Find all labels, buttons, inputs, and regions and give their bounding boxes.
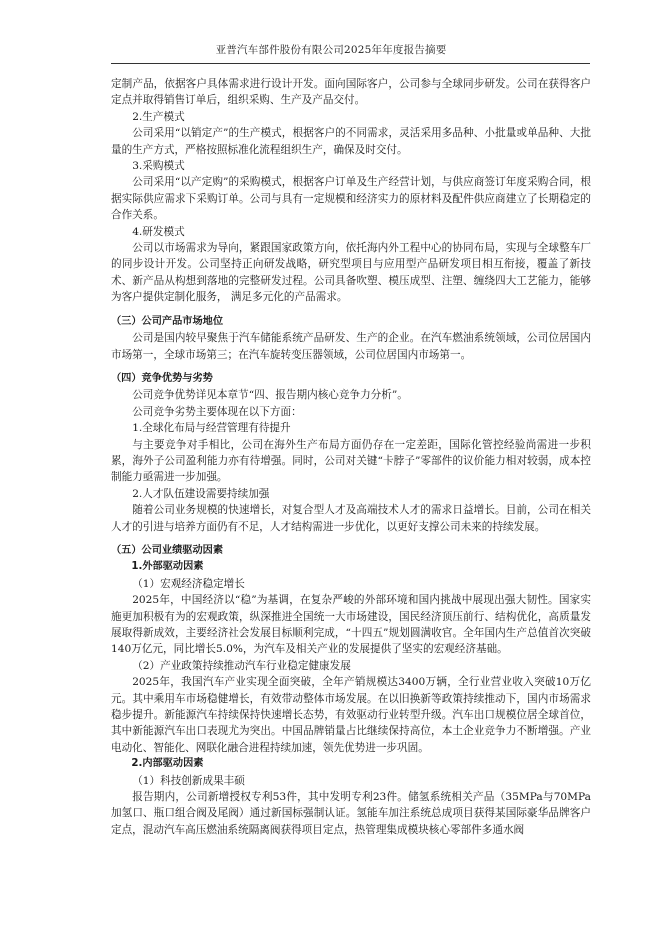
paragraph-tech-innovation: 报告期内，公司新增授权专利53件，其中发明专利23件。储氢系统相关产品（35MPa与70MPa加氢口、瓶口组合阀及尾阀）通过新国标强制认证。氢能车加注系统总成项目获得某国际豪华品牌客户定点，混动汽车高压燃油系统隔离阀获得项目定点，热管理集成模块核心零部件多通水阀 xyxy=(111,791,591,836)
heading-rnd-model: 4.研发模式 xyxy=(132,225,185,238)
header-divider xyxy=(111,63,590,64)
paragraph-macro-economy: 2025年，中国经济以“稳”为基调，在复杂严峻的外部环境和国内挑战中展现出强大韧性。国家实施更加积极有为的宏观政策，纵深推进全国统一大市场建设，国民经济顶压前行、结构优化，高质量发展取得新成效，主要经济社会发展目标顺利完成，“十四五”规划圆满收官。全年国内生产总值首次突破140万亿元，同比增长5.0%，为汽车及相关产业的发展提供了坚实的宏观经济基础。 xyxy=(111,594,591,656)
paragraph-production-model: 公司采用“以销定产”的生产模式，根据客户的不同需求，灵活采用多品种、小批量或单品种、大批量的生产方式，严格按照标准化流程组织生产，确保及时交付。 xyxy=(111,127,591,156)
paragraph-weakness-talent: 随着公司业务规模的快速增长，对复合型人才及高端技术人才的需求日益增长。目前，公司在相关人才的引进与培养方面仍有不足，人才结构需进一步优化，以更好支撑公司未来的持续发展。 xyxy=(111,504,591,533)
paragraph-industry-policy: 2025年，我国汽车产业实现全面突破，全年产销规模达3400万辆，全行业营业收入突破10万亿元。其中乘用车市场稳健增长，有效带动整体市场发展。在以旧换新等政策持续推动下，国内市场需求稳步提升。新能源汽车持续保持快速增长态势，有效驱动行业转型升级。汽车出口规模位居全球首位，其中新能源汽车出口表现尤为突出。中国品牌销量占比继续保持高位，本土企业竞争力不断增强。产业电动化、智能化、网联化融合进程持续加速，领先优势进一步巩固。 xyxy=(111,676,591,754)
paragraph-competitive-weakness: 公司竞争劣势主要体现在以下方面： xyxy=(132,405,302,418)
heading-internal-drivers: 2.内部驱动因素 xyxy=(131,758,204,770)
heading-weakness-globalization: 1.全球化布局与经营管理有待提升 xyxy=(132,422,291,435)
paragraph-competitive-advantage: 公司竞争优势详见本章节“四、报告期内核心竞争力分析”。 xyxy=(132,389,408,402)
paragraph-purchase-model: 公司采用“以产定购”的采购模式，根据客户订单及生产经营计划，与供应商签订年度采购合同，根据实际供应需求下采购订单。公司与具有一定规模和经济实力的原材料及配件供应商建立了长期稳定的合作关系。 xyxy=(111,176,591,222)
document-body xyxy=(111,76,591,838)
section-title-performance-drivers: （五）公司业绩驱动因素 xyxy=(111,544,224,556)
paragraph-market-position: 公司是国内较早聚焦于汽车储能系统产品研发、生产的企业。在汽车燃油系统领域，公司位居国内市场第一，全球市场第三；在汽车旋转变压器领域，公司位居国内市场第一。 xyxy=(111,332,591,361)
paragraph-sales-model: 定制产品，依据客户具体需求进行设计开发。面向国际客户，公司参与全球同步研发。公司在获得客户定点并取得销售订单后，组织采购、生产及产品交付。 xyxy=(111,78,591,107)
heading-tech-innovation: （1）科技创新成果丰硕 xyxy=(132,774,245,787)
heading-purchase-model: 3.采购模式 xyxy=(132,160,185,173)
section-title-competition: （四）竞争优势与劣势 xyxy=(111,372,213,384)
paragraph-weakness-globalization: 与主要竞争对手相比，公司在海外生产布局方面仍存在一定差距，国际化管控经验尚需进一步积累，海外子公司盈利能力亦有待增强。同时，公司对关键“卡脖子”零部件的议价能力相对较弱，成本控制能力亟需进一步加强。 xyxy=(111,438,591,484)
heading-macro-economy: （1）宏观经济稳定增长 xyxy=(132,577,245,590)
heading-external-drivers: 1.外部驱动因素 xyxy=(131,561,204,573)
section-title-market-position: （三）公司产品市场地位 xyxy=(111,315,224,327)
paragraph-rnd-model: 公司以市场需求为导向，紧跟国家政策方向，依托海内外工程中心的协同布局，实现与全球整车厂的同步设计开发。公司坚持正向研发战略，研究型项目与应用型产品研发项目相互衔接，覆盖了新技术、新产品从构想到落地的完整研发过程。公司具备吹塑、模压成型、注塑、缠绕四大工艺能力，能够为客户提供定制化服务， 满足多元化的产品需求。 xyxy=(111,242,591,304)
page-header: 亚普汽车部件股份有限公司2025年年度报告摘要 xyxy=(215,44,447,56)
heading-production-model: 2.生产模式 xyxy=(132,110,185,123)
heading-industry-policy: （2）产业政策持续推动汽车行业稳定健康发展 xyxy=(132,659,351,672)
heading-weakness-talent: 2.人才队伍建设需要持续加强 xyxy=(132,487,270,500)
